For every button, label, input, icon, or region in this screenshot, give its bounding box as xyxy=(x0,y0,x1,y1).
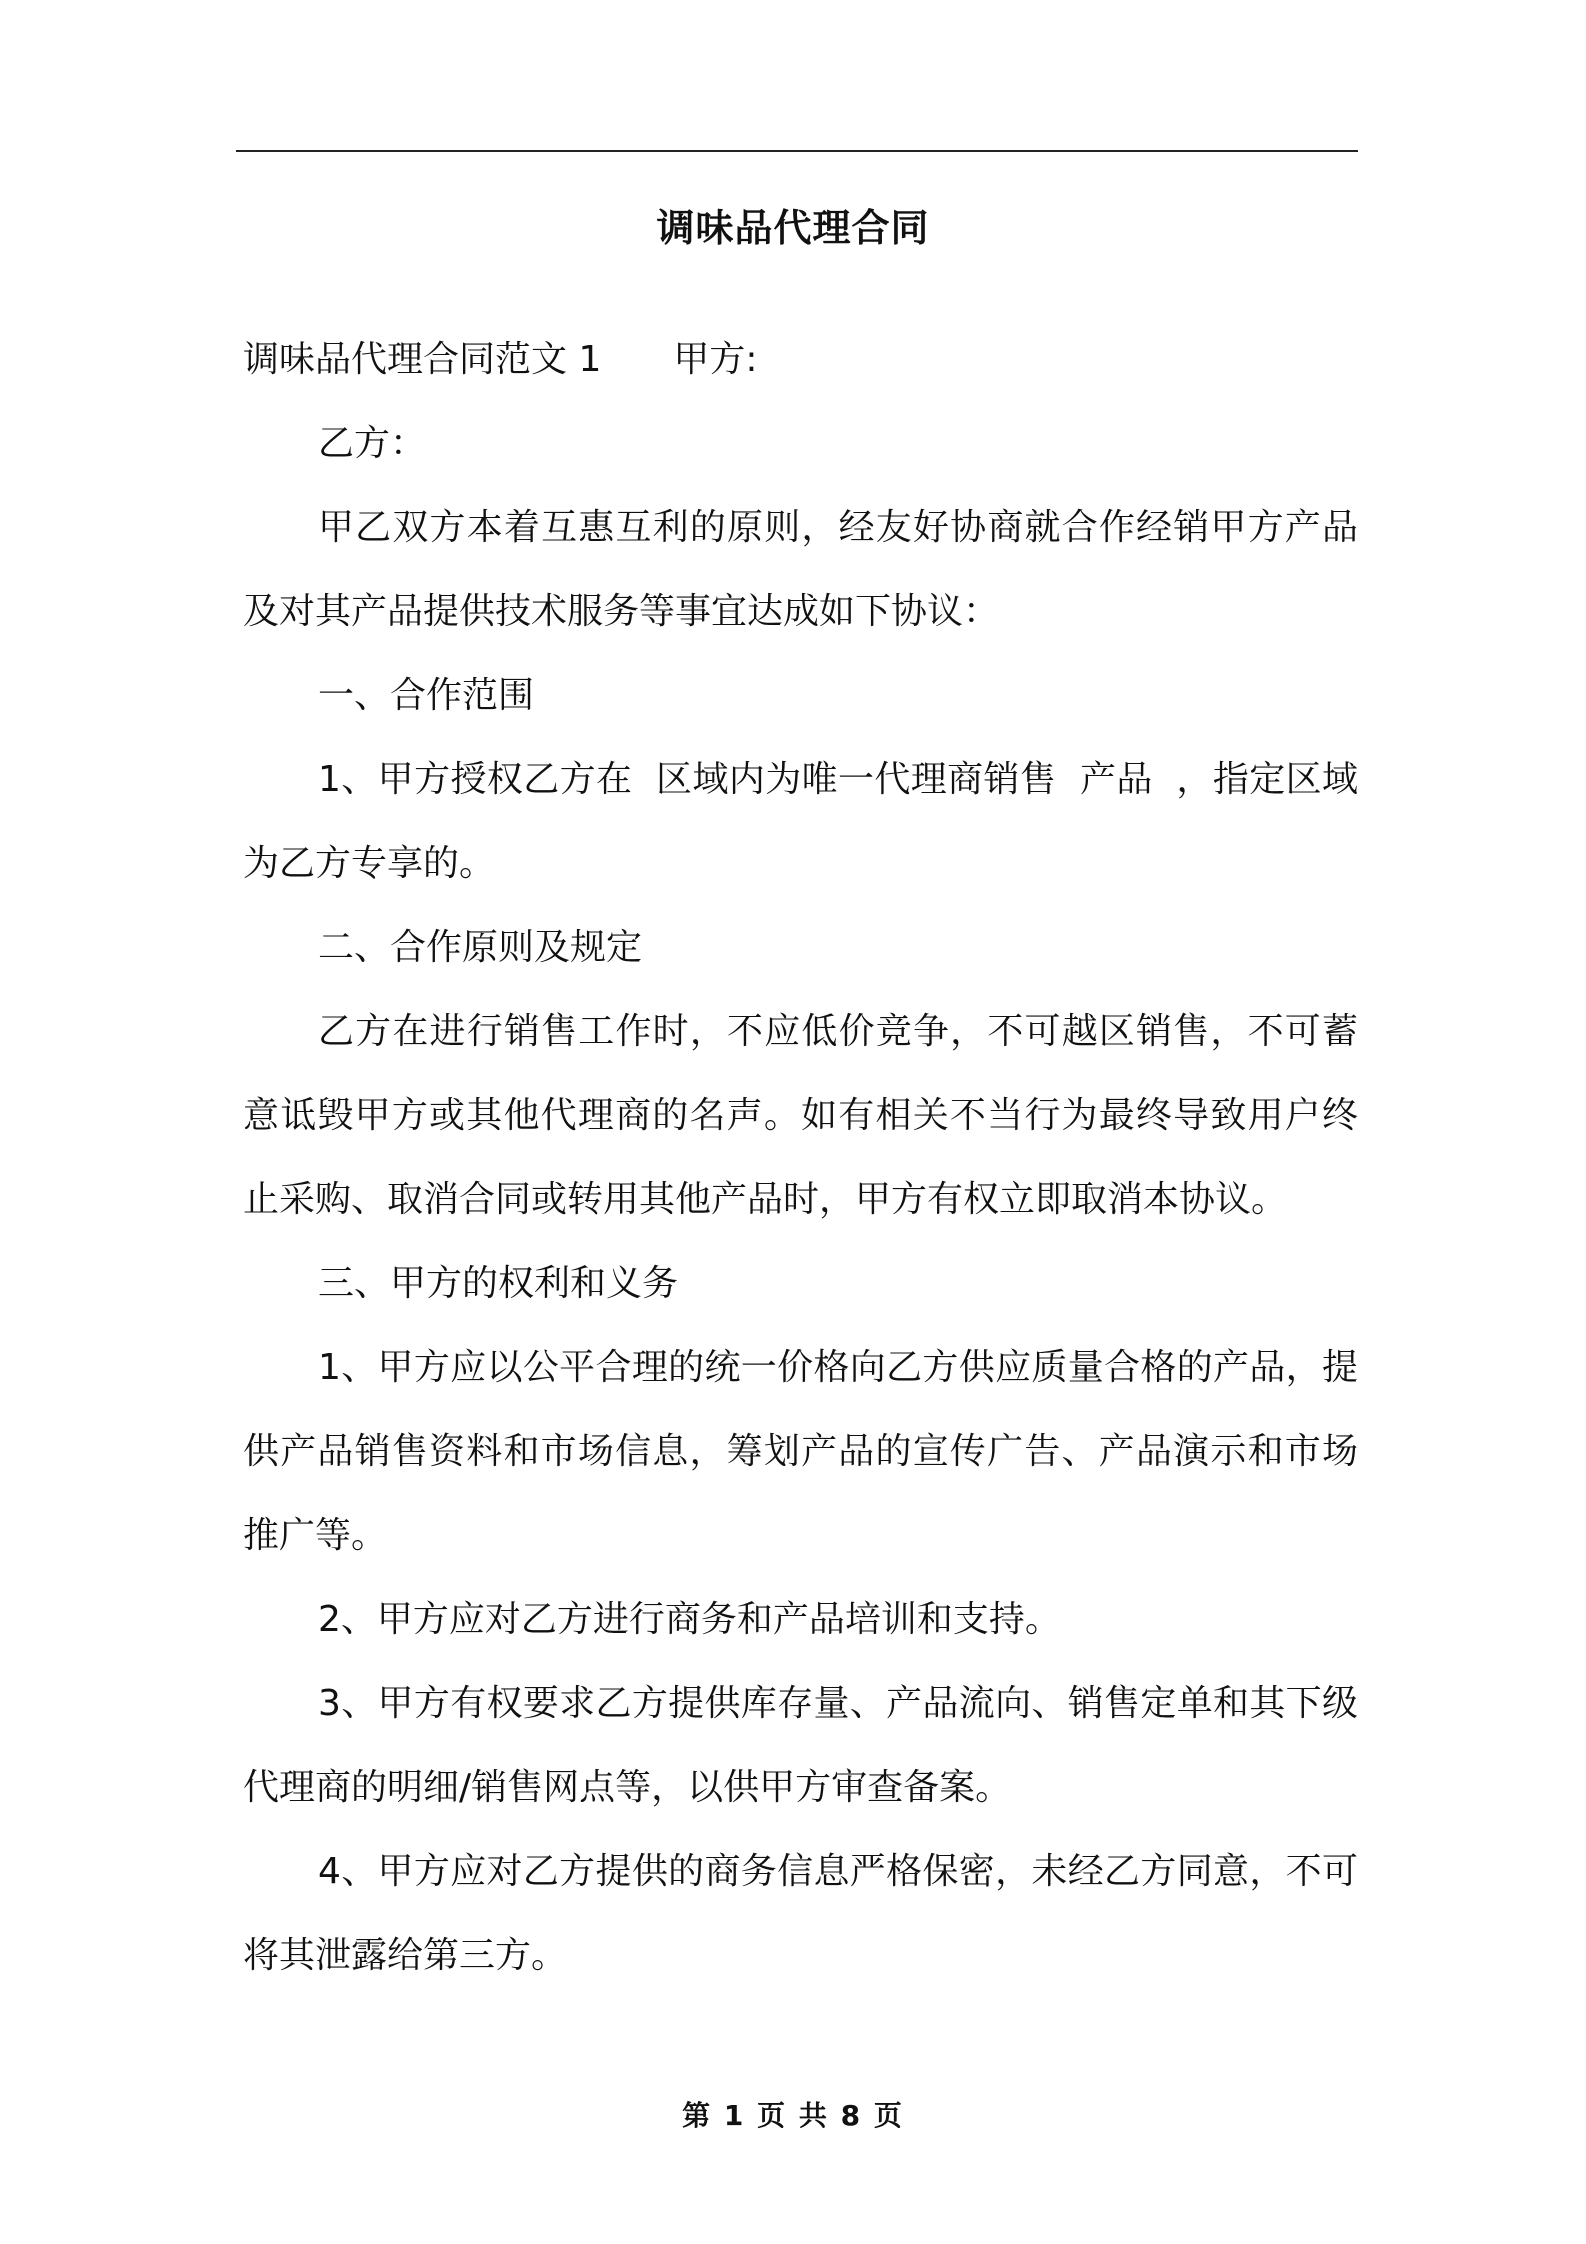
paragraph-party-b: 乙方： xyxy=(318,423,427,464)
paragraph-party-a-4: 4、甲方应对乙方提供的商务信息严格保密，未经乙方同意，不可将其泄露给第三方。 xyxy=(243,1851,1358,1976)
page-number-footer: 第 1 页 共 8 页 xyxy=(682,2099,904,2132)
paragraph-party-a-3: 3、甲方有权要求乙方提供库存量、产品流向、销售定单和其下级代理商的明细/销售网点等，以供甲方审查备案。 xyxy=(243,1683,1358,1808)
document-title: 调味品代理合同 xyxy=(656,206,930,250)
document-body xyxy=(243,318,1358,1998)
paragraph-intro: 调味品代理合同范文 1 甲方: xyxy=(243,339,758,380)
paragraph-preamble: 甲乙双方本着互惠互利的原则，经友好协商就合作经销甲方产品及对其产品提供技术服务等事宜达成如下协议： xyxy=(243,507,1358,632)
section-heading-scope: 一、合作范围 xyxy=(318,675,535,716)
paragraph-scope-1: 1、甲方授权乙方在 区域内为唯一代理商销售 产品 ，指定区域为乙方专享的。 xyxy=(243,759,1358,884)
header-rule xyxy=(236,150,1358,152)
paragraph-party-a-2: 2、甲方应对乙方进行商务和产品培训和支持。 xyxy=(318,1599,1061,1640)
section-heading-principles: 二、合作原则及规定 xyxy=(318,927,643,968)
paragraph-principles: 乙方在进行销售工作时，不应低价竞争，不可越区销售，不可蓄意诋毁甲方或其他代理商的名声。如有相关不当行为最终导致用户终止采购、取消合同或转用其他产品时，甲方有权立即取消本协议。 xyxy=(243,1011,1358,1220)
paragraph-party-a-1: 1、甲方应以公平合理的统一价格向乙方供应质量合格的产品，提供产品销售资料和市场信息，筹划产品的宣传广告、产品演示和市场推广等。 xyxy=(243,1347,1358,1556)
section-heading-party-a-rights: 三、甲方的权利和义务 xyxy=(318,1263,679,1304)
